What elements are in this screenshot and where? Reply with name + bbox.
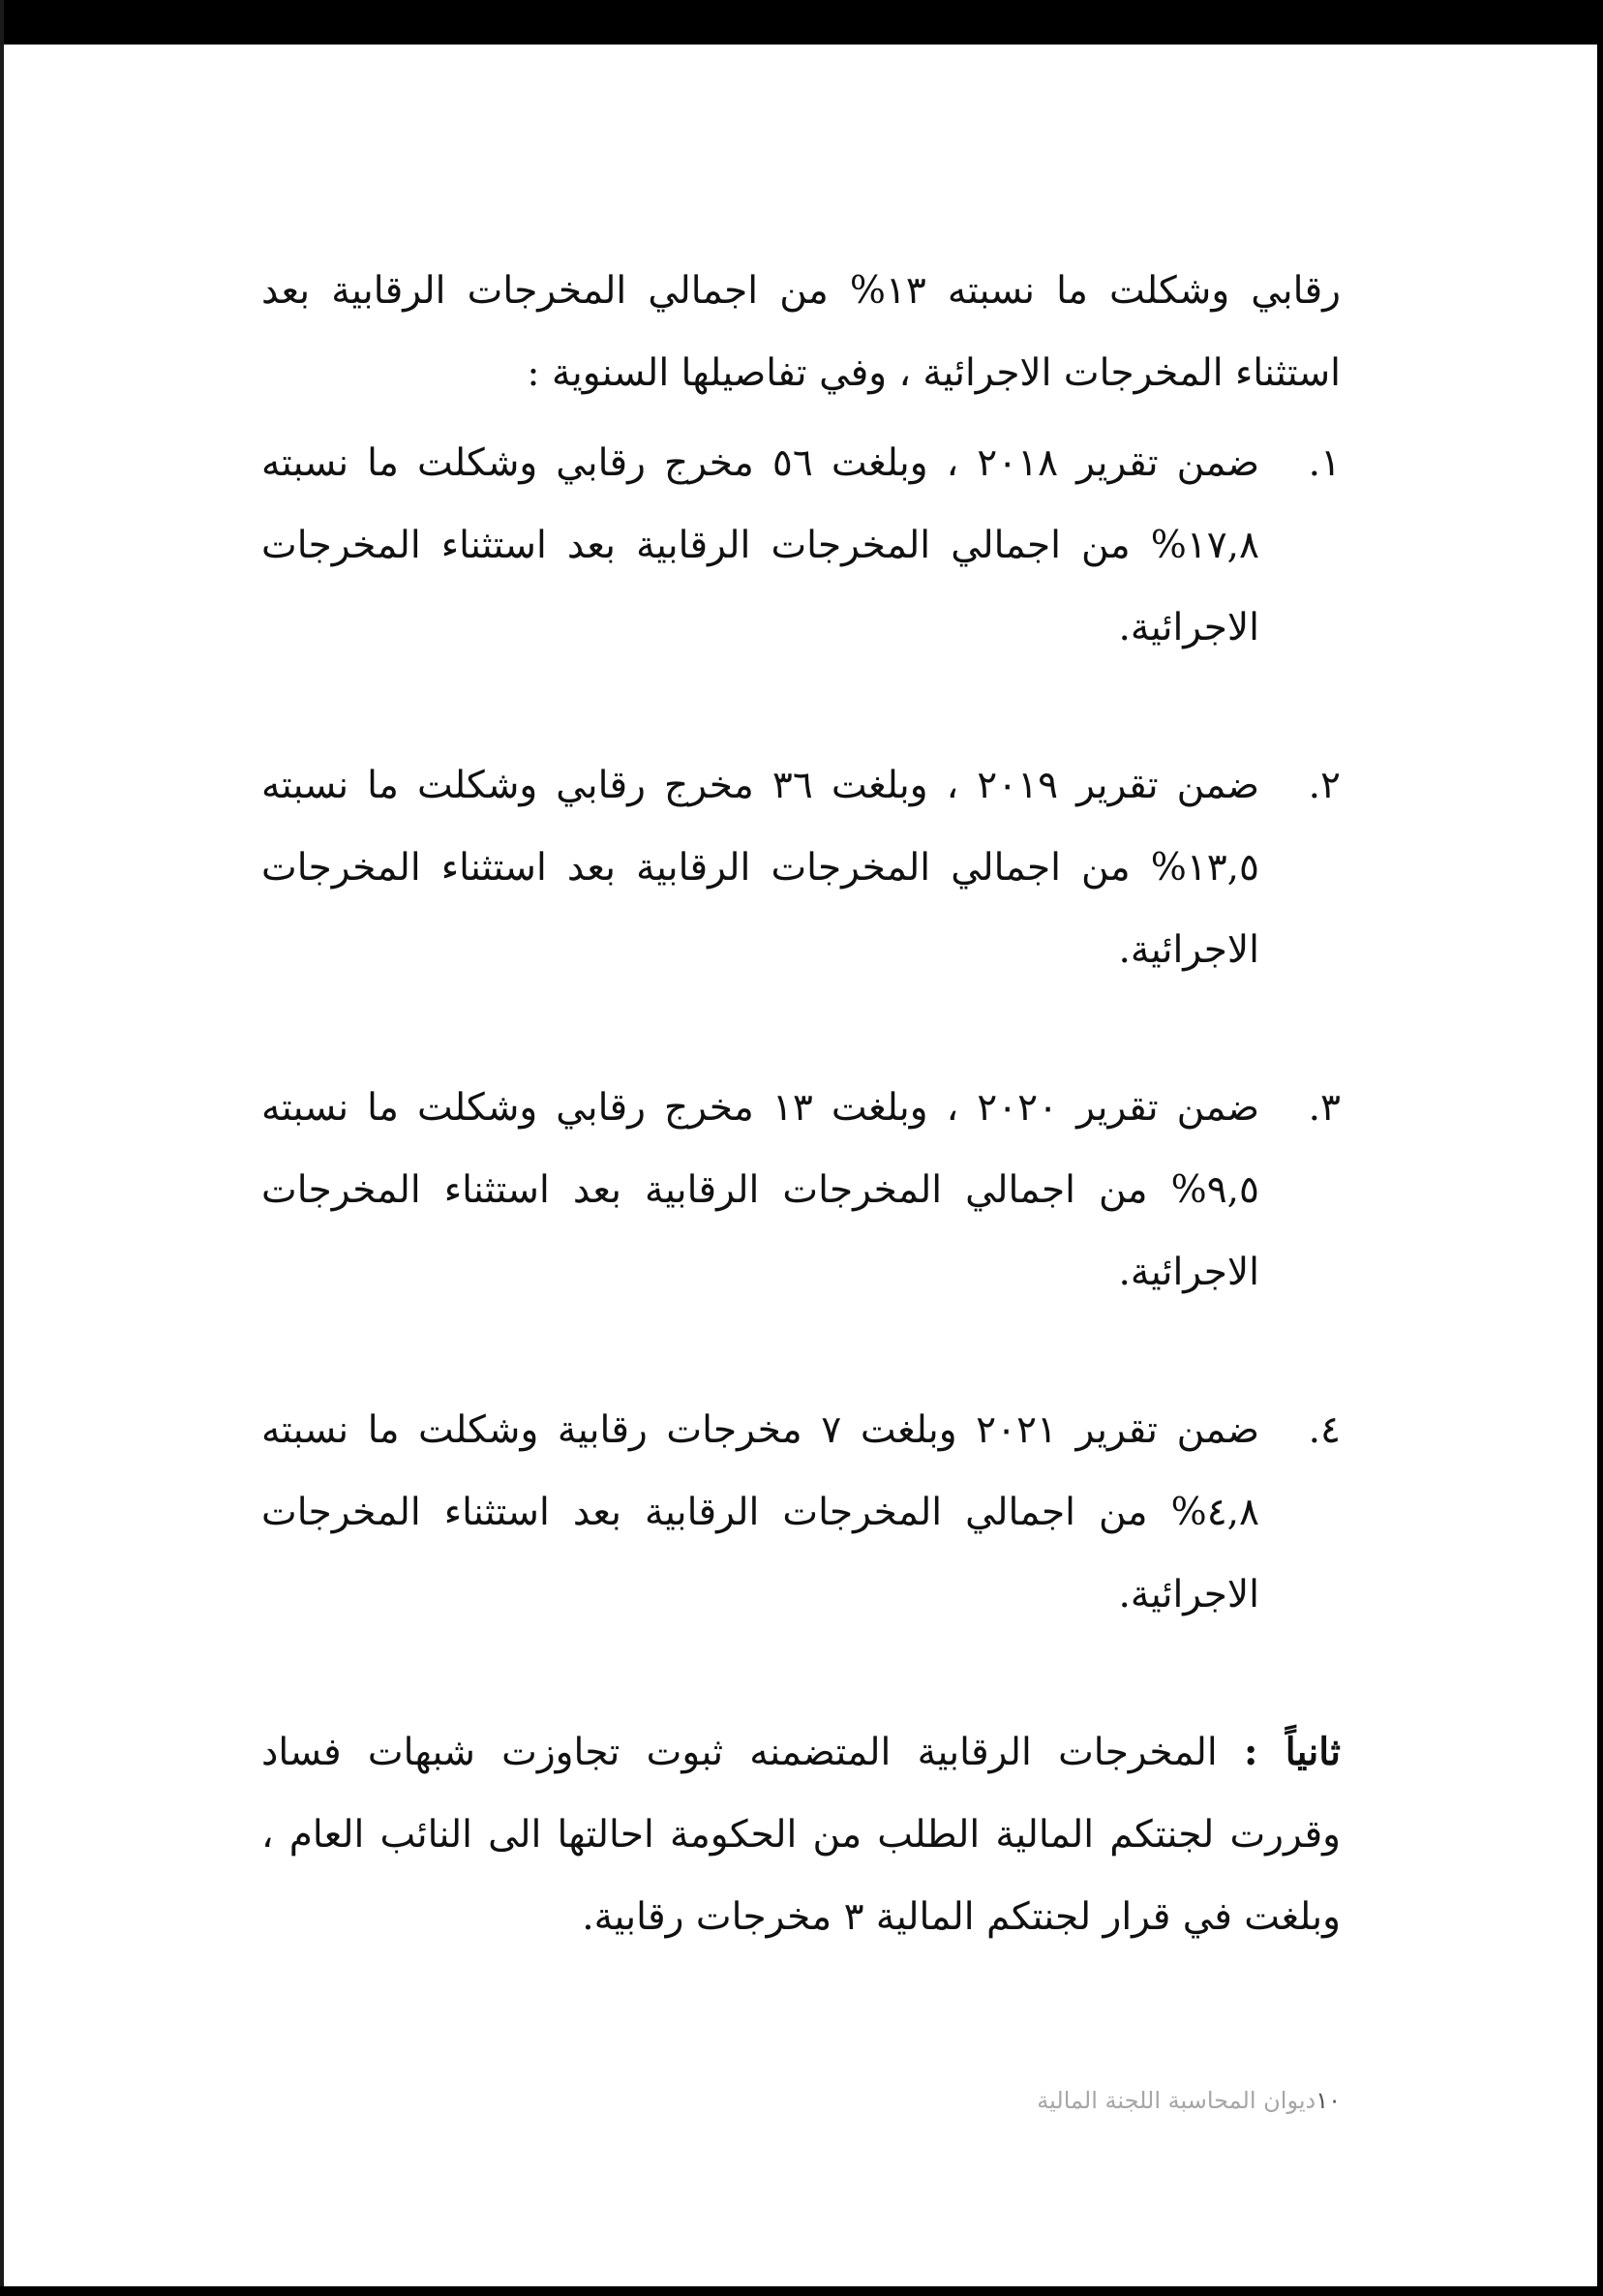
list-item-number: ٤. <box>1308 1408 1341 1452</box>
annual-details-list <box>261 422 1341 1636</box>
page-footer <box>813 2087 1341 2114</box>
list-item-number: ٢. <box>1308 764 1341 807</box>
list-item-number: ١. <box>1308 441 1341 485</box>
list-item-text: ضمن تقرير ٢٠٢٠ ، وبلغت ١٣ مخرج رقابي وشكلت ما نسبته ٩,٥% من اجمالي المخرجات الرقابية بعد استثناء المخرجات الاجرائية. <box>261 1086 1259 1294</box>
list-item-text: ضمن تقرير ٢٠١٨ ، وبلغت ٥٦ مخرج رقابي وشكلت ما نسبته ١٧,٨% من اجمالي المخرجات الرقابية بعد استثناء المخرجات الاجرائية. <box>261 441 1259 650</box>
second-section-paragraph <box>261 1711 1341 1958</box>
footer-caption: ديوان المحاسبة اللجنة المالية <box>1037 2087 1316 2114</box>
list-item-number: ٣. <box>1308 1086 1341 1130</box>
scan-border-top <box>0 0 1603 45</box>
list-item <box>261 1067 1341 1314</box>
scan-border-right <box>1597 0 1603 2296</box>
list-item <box>261 1389 1341 1636</box>
list-item <box>261 744 1341 991</box>
second-section-text: المخرجات الرقابية المتضمنه ثبوت تجاوزت شبهات فساد وقررت لجنتكم المالية الطلب من الحكومة احالتها الى النائب العام ، وبلغت في قرار لجنتكم المالية ٣ مخرجات رقابية. <box>261 1731 1341 1939</box>
scan-border-bottom <box>0 2286 1603 2296</box>
list-item-text: ضمن تقرير ٢٠٢١ وبلغت ٧ مخرجات رقابية وشكلت ما نسبته ٤,٨% من اجمالي المخرجات الرقابية بعد استثناء المخرجات الاجرائية. <box>261 1408 1259 1616</box>
second-section-label: ثانياً : <box>1243 1730 1342 1774</box>
scan-border-left <box>0 0 4 2296</box>
document-body <box>261 250 1341 1996</box>
intro-paragraph: رقابي وشكلت ما نسبته ١٣% من اجمالي المخرجات الرقابية بعد استثناء المخرجات الاجرائية ، وفي تفاصيلها السنوية : <box>261 269 1341 395</box>
list-item <box>261 422 1341 669</box>
list-item-text: ضمن تقرير ٢٠١٩ ، وبلغت ٣٦ مخرج رقابي وشكلت ما نسبته ١٣,٥% من اجمالي المخرجات الرقابية بعد استثناء المخرجات الاجرائية. <box>261 764 1259 972</box>
page-number: ١٠ <box>1316 2087 1341 2114</box>
